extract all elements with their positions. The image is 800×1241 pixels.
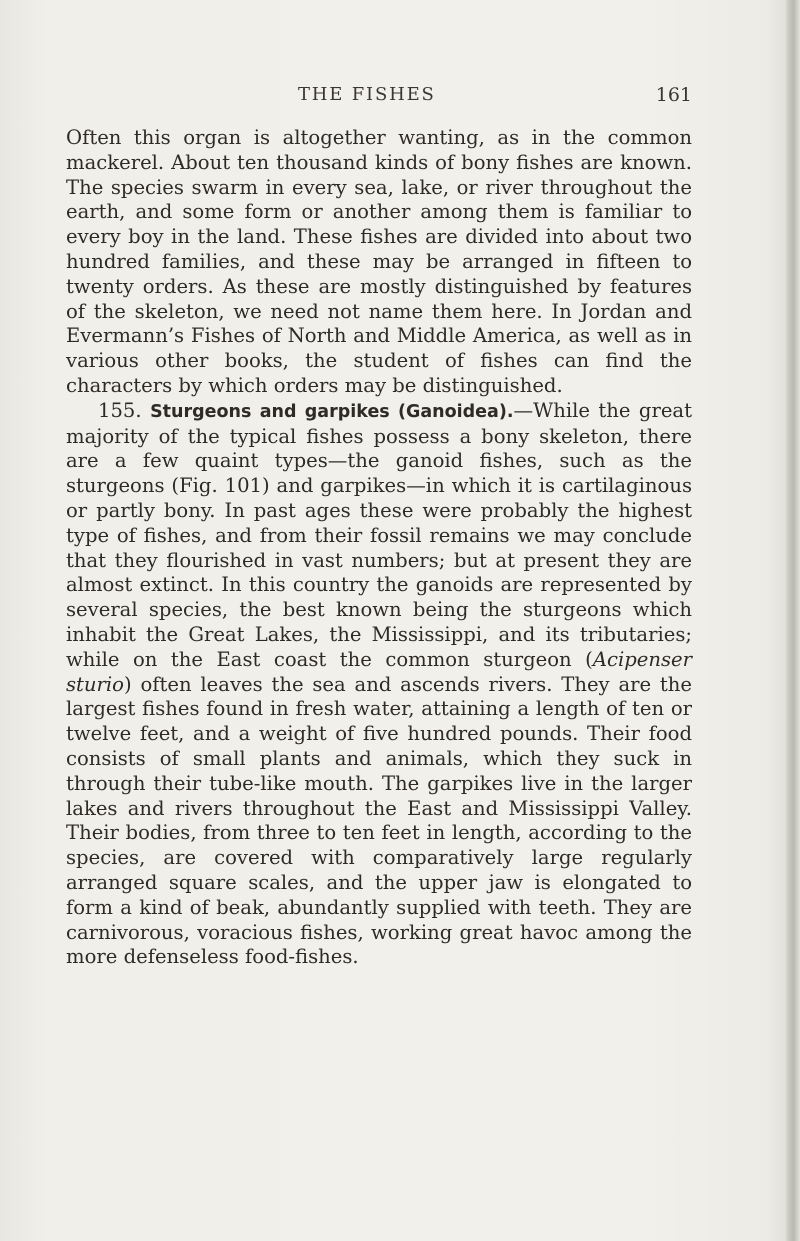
paragraph-2-text-b: ) often leaves the sea and ascends rivers. They are the largest fishes found in fresh water, attaining a length of ten or twelve feet, and a weight of five hundred pounds. Their food consists of small plants and animals, which they suck in through their tube-like mouth. The garpikes live in the larger lakes and rivers throughout the East and Mississippi Valley. Their bodies, from three to ten feet in length, according to the species, are covered with comparatively large regularly arranged square scales, and the upper jaw is elongated to form a kind of beak, abundantly supplied with teeth. They are carnivorous, voracious fishes, working great havoc among the more defenseless food-fishes. [66, 672, 692, 969]
section-heading: Sturgeons and garpikes (Ganoidea). [150, 401, 514, 422]
paragraph-2 [66, 399, 692, 970]
paragraph-2-text-a: —While the great majority of the typical fishes possess a bony skeleton, there are a few quaint types—the ganoid fishes, such as the sturgeons (Fig. 101) and garpikes—in which it is cartilaginous or partly bony. In past ages these were probably the highest type of fishes, and from their fossil remains we may conclude that they flourished in vast numbers; but at present they are almost extinct. In this country the ganoids are represented by several species, the best known being the sturgeons which inhabit the Great Lakes, the Mississippi, and its tributaries; while on the East coast the common sturgeon ( [66, 398, 692, 671]
body-text [66, 126, 692, 970]
page-header [66, 84, 692, 114]
paragraph-1: Often this organ is altogether wanting, as in the common mackerel. About ten thousand kinds of bony fishes are known. The species swarm in every sea, lake, or river throughout the earth, and some form or another among them is familiar to every boy in the land. These fishes are divided into about two hundred families, and these may be arranged in fifteen to twenty orders. As these are mostly distinguished by features of the skeleton, we need not name them here. In Jordan and Evermann’s Fishes of North and Middle America, as well as in various other books, the student of fishes can find the characters by which orders may be distinguished. [66, 126, 692, 397]
page-number: 161 [655, 84, 692, 106]
page-edge-shadow [786, 0, 800, 1241]
running-head: THE FISHES [298, 84, 436, 105]
species-name: Acipenser sturio [66, 647, 692, 696]
section-number: 155. [98, 398, 142, 422]
